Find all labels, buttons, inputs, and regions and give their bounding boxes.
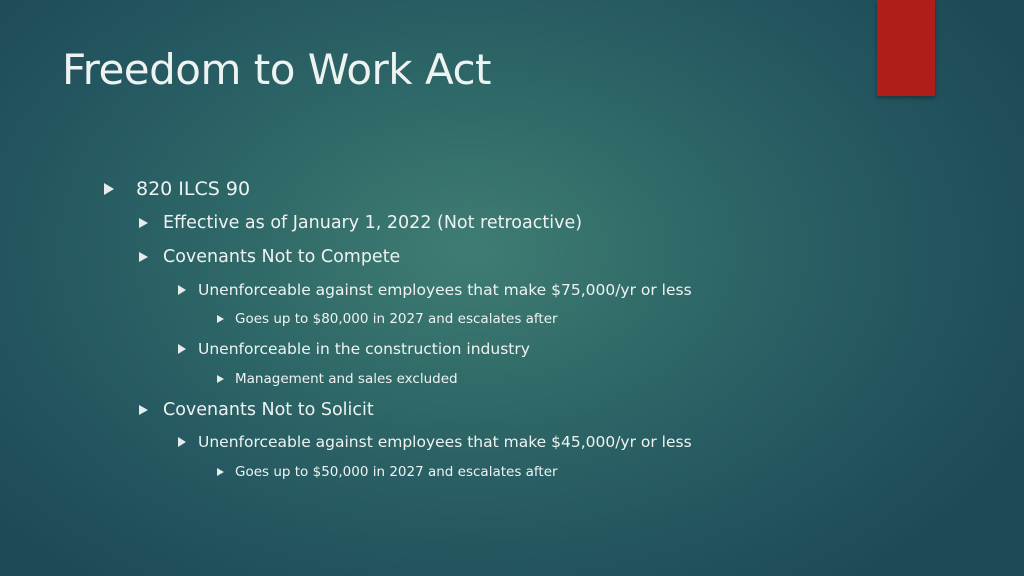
bullet-item (139, 213, 582, 233)
bullet-item (178, 281, 692, 299)
bullet-text: 820 ILCS 90 (136, 178, 251, 200)
bullet-text: Unenforceable against employees that make $75,000/yr or less (198, 281, 692, 299)
bullet-item (139, 247, 400, 267)
bullet-text: Goes up to $50,000 in 2027 and escalates after (235, 464, 558, 480)
bullet-text: Management and sales excluded (235, 371, 458, 387)
bullet-arrow-icon (104, 183, 114, 195)
bullet-arrow-icon (139, 218, 148, 228)
bullet-arrow-icon (139, 405, 148, 415)
bullet-item (104, 178, 250, 200)
bullet-item (139, 400, 374, 420)
bullet-item (178, 340, 530, 358)
bullet-item (217, 371, 458, 387)
bullet-arrow-icon (178, 344, 186, 354)
bullet-item (217, 311, 558, 327)
bullet-arrow-icon (139, 252, 148, 262)
bullet-arrow-icon (178, 285, 186, 295)
bullet-item (217, 464, 558, 480)
slide-title: Freedom to Work Act (62, 45, 492, 94)
bullet-arrow-icon (217, 375, 224, 383)
bullet-text: Goes up to $80,000 in 2027 and escalates after (235, 311, 558, 327)
bullet-arrow-icon (178, 437, 186, 447)
bullet-text: Covenants Not to Compete (163, 247, 401, 267)
bullet-arrow-icon (217, 315, 224, 323)
bullet-text: Covenants Not to Solicit (163, 400, 374, 420)
bullet-text: Unenforceable against employees that make $45,000/yr or less (198, 433, 692, 451)
bullet-item (178, 433, 692, 451)
bullet-text: Effective as of January 1, 2022 (Not retroactive) (163, 213, 583, 233)
bullet-arrow-icon (217, 468, 224, 476)
bullet-text: Unenforceable in the construction industry (198, 340, 530, 358)
